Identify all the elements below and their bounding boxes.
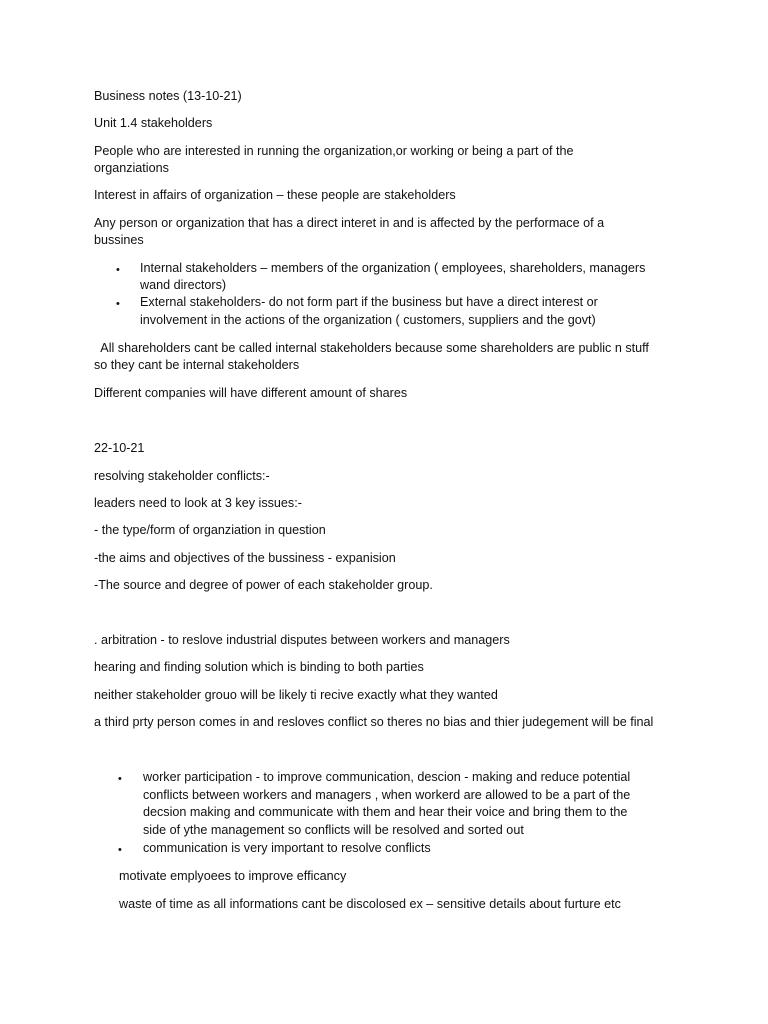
bullet-line: involvement in the actions of the organization ( customers, suppliers and the govt) xyxy=(140,313,596,327)
bullet-line: conflicts between workers and managers , when workerd are allowed to be a part of the xyxy=(143,788,631,802)
paragraph-line: People who are interested in running the organization,or working or being a part of the xyxy=(94,144,574,158)
bullet-icon: • xyxy=(118,773,122,785)
paragraph-line: waste of time as all informations cant be discolosed ex – sensitive details about furture etc xyxy=(119,897,621,911)
paragraph-line: -The source and degree of power of each stakeholder group. xyxy=(94,578,433,592)
paragraph-line: Any person or organization that has a direct interet in and is affected by the performace of a xyxy=(94,216,605,230)
paragraph-line: leaders need to look at 3 key issues:- xyxy=(94,496,302,510)
bullet-line: side of ythe management so conflicts will be resolved and sorted out xyxy=(143,823,524,837)
paragraph-line: hearing and finding solution which is binding to both parties xyxy=(94,660,424,674)
paragraph-line: . arbitration - to reslove industrial disputes between workers and managers xyxy=(94,633,510,647)
bullet-line: wand directors) xyxy=(140,278,227,292)
paragraph-line: Interest in affairs of organization – these people are stakeholders xyxy=(94,188,456,202)
bullet-line: worker participation - to improve communication, descion - making and reduce potential xyxy=(143,770,631,784)
paragraph-line: motivate emplyoees to improve efficancy xyxy=(119,869,347,883)
paragraph-line: Different companies will have different amount of shares xyxy=(94,386,408,400)
bullet-line: decsion making and communicate with them and hear their voice and bring them to the xyxy=(143,805,628,819)
paragraph-line: - the type/form of organziation in question xyxy=(94,523,326,537)
date-heading: 22-10-21 xyxy=(94,441,145,455)
paragraph-line: -the aims and objectives of the bussiness - expanision xyxy=(94,551,396,565)
paragraph-line: so they cant be internal stakeholders xyxy=(94,358,300,372)
unit-heading: Unit 1.4 stakeholders xyxy=(94,116,213,130)
bullet-icon: • xyxy=(118,844,122,856)
bullet-line: communication is very important to resolve conflicts xyxy=(143,841,431,855)
bullet-icon: • xyxy=(116,298,120,310)
paragraph-line: neither stakeholder grouo will be likely ti recive exactly what they wanted xyxy=(94,688,498,702)
paragraph-line: resolving stakeholder conflicts:- xyxy=(94,469,270,483)
notes-title: Business notes (13-10-21) xyxy=(94,89,242,103)
paragraph-line: All shareholders cant be called internal stakeholders because some shareholders are public n stuff xyxy=(94,341,649,355)
paragraph-line: organziations xyxy=(94,161,169,175)
bullet-line: Internal stakeholders – members of the organization ( employees, shareholders, managers xyxy=(140,261,646,275)
bullet-icon: • xyxy=(116,264,120,276)
paragraph-line: a third prty person comes in and resloves conflict so theres no bias and thier judegement will be final xyxy=(94,715,654,729)
bullet-line: External stakeholders- do not form part if the business but have a direct interest or xyxy=(140,295,598,309)
paragraph-line: bussines xyxy=(94,233,144,247)
